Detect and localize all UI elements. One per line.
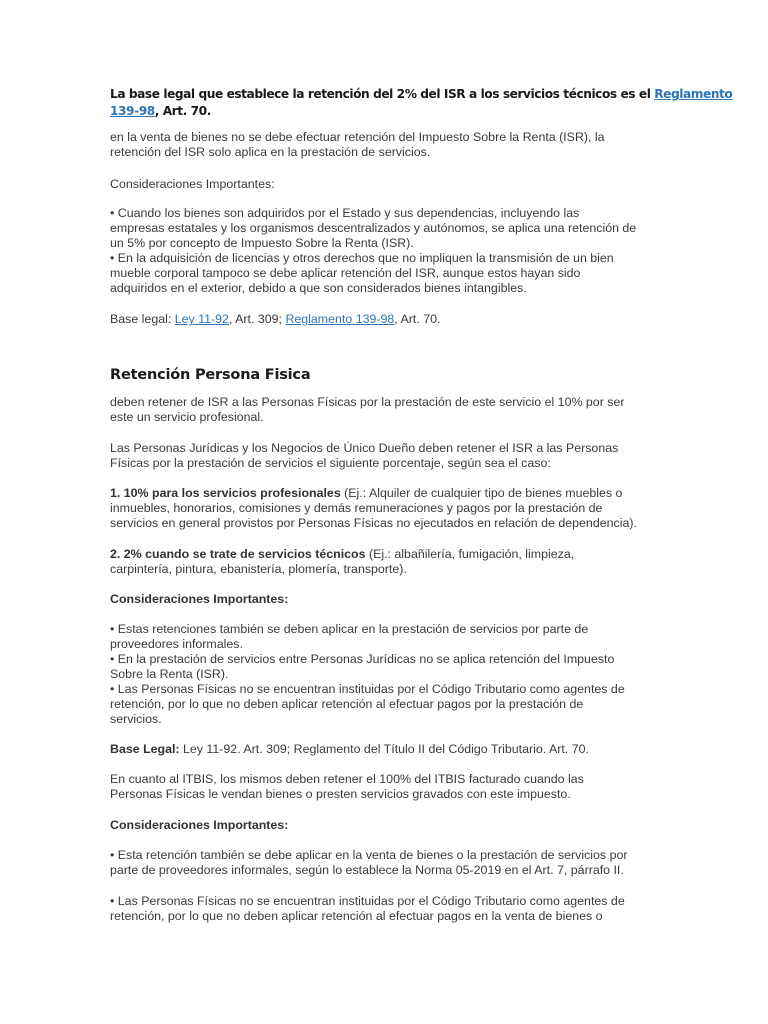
base1-prefix: Base legal: bbox=[110, 312, 175, 326]
bullet1a-line2: empresas estatales y los organismos descentralizados y autónomos, se aplica una retención de bbox=[110, 221, 637, 235]
pf2 bbox=[110, 441, 665, 471]
bullet3b bbox=[110, 894, 665, 924]
bullet1a-line3: un 5% por concepto de Impuesto Sobre la Renta (ISR). bbox=[110, 236, 414, 250]
bullet3a bbox=[110, 848, 665, 878]
itbis-line2: Personas Físicas le vendan bienes o presten servicios gravados con este impuesto. bbox=[110, 787, 571, 801]
item1 bbox=[110, 486, 665, 531]
item2-bold: 2. 2% cuando se trate de servicios técnicos bbox=[110, 547, 366, 561]
bullet2c-line3: servicios. bbox=[110, 712, 162, 726]
pf1 bbox=[110, 395, 665, 425]
base-legal-2 bbox=[110, 742, 665, 757]
item1-line2: inmuebles, honorarios, comisiones y demás remuneraciones y pagos por la prestación de bbox=[110, 501, 603, 515]
bullet2a-line1: • Estas retenciones también se deben aplicar en la prestación de servicios por parte de bbox=[110, 622, 589, 636]
intro-tail: , Art. 70. bbox=[154, 104, 211, 118]
consid2-title: Consideraciones Importantes: bbox=[110, 592, 289, 606]
pf1-line2: este un servicio profesional. bbox=[110, 410, 264, 424]
item2 bbox=[110, 547, 665, 577]
item2-line1: (Ej.: albañilería, fumigación, limpieza, bbox=[365, 547, 575, 561]
section-heading bbox=[110, 367, 665, 383]
block1-line1: en la venta de bienes no se debe efectuar retención del Impuesto Sobre la Renta (ISR), la bbox=[110, 130, 605, 144]
itbis bbox=[110, 772, 665, 802]
block1 bbox=[110, 130, 665, 160]
bullet1b-line1: • En la adquisición de licencias y otros derechos que no impliquen la transmisión de un bien bbox=[110, 251, 614, 265]
intro-paragraph bbox=[110, 86, 733, 120]
base2-bold: Base Legal: bbox=[110, 742, 180, 756]
consid3 bbox=[110, 818, 665, 833]
bullet1a-line1: • Cuando los bienes son adquiridos por el Estado y sus dependencias, incluyendo las bbox=[110, 206, 580, 220]
reglamento-link[interactable]: Reglamento bbox=[654, 87, 733, 101]
bullet3b-line2: retención, por lo que no deben aplicar retención al efectuar pagos en la venta de bienes o bbox=[110, 909, 603, 923]
bullet1b-line2: mueble corporal tampoco se debe aplicar retención del ISR, aunque estos hayan sido bbox=[110, 266, 581, 280]
consid3-title: Consideraciones Importantes: bbox=[110, 818, 289, 832]
base1-suffix: , Art. 70. bbox=[394, 312, 441, 326]
base2-text: Ley 11-92. Art. 309; Reglamento del Título II del Código Tributario. Art. 70. bbox=[179, 742, 589, 756]
itbis-line1: En cuanto al ITBIS, los mismos deben retener el 100% del ITBIS facturado cuando las bbox=[110, 772, 584, 786]
bullet3a-line1: • Esta retención también se debe aplicar en la venta de bienes o la prestación de servicios por bbox=[110, 848, 628, 862]
consid2 bbox=[110, 592, 665, 607]
intro-text: La base legal que establece la retención del 2% del ISR a los servicios técnicos es el bbox=[110, 87, 655, 101]
bullet2c-line1: • Las Personas Físicas no se encuentran instituidas por el Código Tributario como agentes de bbox=[110, 682, 625, 696]
reglamento-link-cont[interactable]: 139-98 bbox=[110, 104, 155, 118]
base1-mid: , Art. 309; bbox=[228, 312, 286, 326]
item1-line3: servicios en general provistos por Personas Físicas no ejecutados en relación de dependencia). bbox=[110, 516, 637, 530]
pf2-line2: Físicas por la prestación de servicios el siguiente porcentaje, según sea el caso: bbox=[110, 456, 551, 470]
block1-line2: retención del ISR solo aplica en la prestación de servicios. bbox=[110, 145, 431, 159]
bullet3b-line1: • Las Personas Físicas no se encuentran instituidas por el Código Tributario como agentes de bbox=[110, 894, 625, 908]
section-title: Retención Persona Fisica bbox=[110, 367, 311, 383]
bullet2a-line2: proveedores informales. bbox=[110, 637, 243, 651]
bullets2 bbox=[110, 622, 665, 727]
pf1-line1: deben retener de ISR a las Personas Físicas por la prestación de este servicio el 10% por ser bbox=[110, 395, 625, 409]
item1-line1: (Ej.: Alquiler de cualquier tipo de bienes muebles o bbox=[340, 486, 623, 500]
bullet1b-line3: adquiridos en el exterior, debido a que son considerados bienes intangibles. bbox=[110, 281, 527, 295]
bullet2c-line2: retención, por lo que no deben aplicar retención al efectuar pagos por la prestación de bbox=[110, 697, 584, 711]
item1-bold: 1. 10% para los servicios profesionales bbox=[110, 486, 341, 500]
item2-line2: carpintería, pintura, ebanistería, plomería, transporte). bbox=[110, 562, 407, 576]
reglamento-139-98-link[interactable]: Reglamento 139-98 bbox=[285, 312, 395, 326]
consid1-title: Consideraciones Importantes: bbox=[110, 177, 275, 191]
ley-11-92-link[interactable]: Ley 11-92 bbox=[174, 312, 229, 326]
consid1 bbox=[110, 177, 665, 192]
bullet2b-line2: Sobre la Renta (ISR). bbox=[110, 667, 229, 681]
bullets1 bbox=[110, 206, 665, 296]
base-legal-1 bbox=[110, 312, 665, 327]
bullet3a-line2: parte de proveedores informales, según lo establece la Norma 05-2019 en el Art. 7, párrafo II. bbox=[110, 863, 624, 877]
pf2-line1: Las Personas Jurídicas y los Negocios de Único Dueño deben retener el ISR a las Personas bbox=[110, 441, 619, 455]
bullet2b-line1: • En la prestación de servicios entre Personas Jurídicas no se aplica retención del Impuesto bbox=[110, 652, 615, 666]
